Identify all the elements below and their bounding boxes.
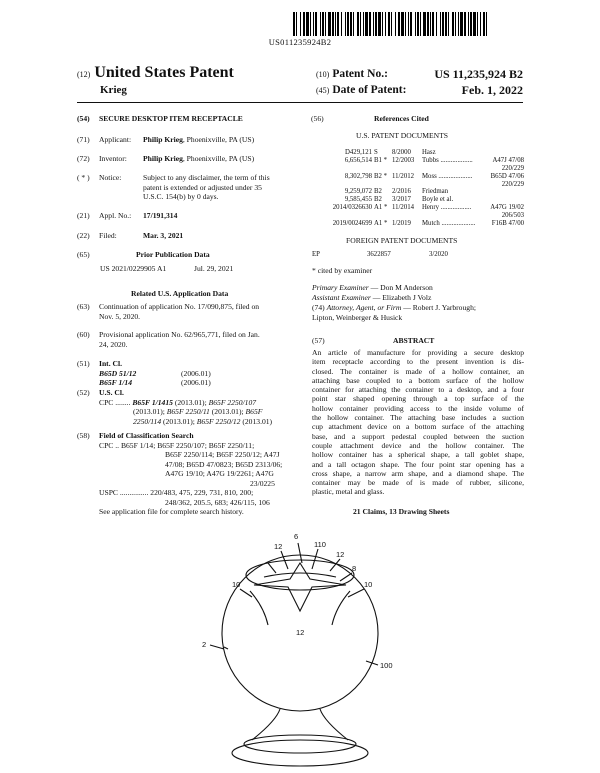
reference-num: D429,121 <box>345 149 372 156</box>
fcs-line: 23/0225 <box>250 478 275 488</box>
reference-num: 2014/0326630 <box>332 204 372 212</box>
reference-date: 1/2019 <box>392 220 411 228</box>
leader-line <box>210 645 224 649</box>
attorney-field <box>312 303 476 312</box>
cited-note: * cited by examiner <box>312 266 373 275</box>
abstract-line: point star shaped opening through a top surface of the <box>312 394 524 404</box>
refs-code: (56) <box>311 114 324 123</box>
notice-line: patent is extended or adjusted under 35 <box>143 182 262 192</box>
abstract-line: couple attachment device and the hollow container. The <box>312 440 524 450</box>
cpc-line <box>99 398 256 407</box>
applicant-label: Applicant: <box>99 135 132 144</box>
int-cl-field <box>77 359 122 368</box>
attorney-line: Lipton, Weinberger & Husick <box>312 312 403 322</box>
reference-cls: F16B 47/00 <box>491 220 524 228</box>
reference-row <box>312 157 524 165</box>
date-label-group <box>316 84 406 96</box>
abstract-line: hollow container providing access to the inside volume of <box>312 403 524 413</box>
applicant-field <box>77 135 254 144</box>
barcode-bar <box>486 12 487 36</box>
date-label: Date of Patent: <box>332 84 407 96</box>
ref-label-12: 12 <box>296 628 305 637</box>
reference-row <box>312 196 524 204</box>
uspc-line: USPC ............... 220/483, 475, 229, 731, 810, 200; <box>99 488 254 497</box>
reference-kind: B2 <box>374 188 382 196</box>
foreign-number: 3622857 <box>367 251 391 258</box>
primary-examiner-label: Primary Examiner <box>312 283 369 292</box>
int-cl-1: B65D 51/12 <box>99 368 137 378</box>
ref-label-2: 2 <box>202 640 207 649</box>
abstract-line: container may be made of is made of rubber, silicone, <box>312 478 524 488</box>
abstract-title: ABSTRACT <box>393 336 435 345</box>
reference-name: Moss .................... <box>422 172 473 180</box>
country-title: United States Patent <box>94 64 234 81</box>
right-slot <box>332 591 350 625</box>
int-cl-label: Int. Cl. <box>99 359 122 368</box>
reference-cls: B65D 47/06 <box>490 172 524 180</box>
continuation-code: (63) <box>77 302 90 311</box>
cpc-year: (2013.01); <box>172 397 209 407</box>
abstract-line: the hollow container. The attaching base includes a suction <box>312 413 524 423</box>
prior-pub-date: Jul. 29, 2021 <box>194 264 234 273</box>
reference-cls: A47J 47/08 <box>492 156 524 164</box>
reference-kind: B1 * <box>374 156 388 164</box>
abstract-line: closed. The container is made of a hollow container, an <box>312 366 524 376</box>
reference-name: Tubbs ................... <box>422 156 473 164</box>
field-search-label: Field of Classification Search <box>99 431 194 440</box>
attorney-name: — Robert J. Yarbrough; <box>401 303 476 312</box>
ref-label-12: 12 <box>274 542 283 551</box>
cpc-prefix: CPC ........ <box>99 397 131 407</box>
fcs-line: A47G 19/10; A47G 19/2261; A47G <box>165 469 274 478</box>
title-code: (54) <box>77 114 90 123</box>
reference-cls: 220/229 <box>501 180 524 188</box>
inventor-surname: Krieg <box>100 84 127 96</box>
ref-label-10: 10 <box>364 580 373 589</box>
abstract-line: plastic, metal and glass. <box>312 487 385 497</box>
provisional-line: 24, 2020. <box>99 339 128 349</box>
patent-no-label-group <box>316 68 388 80</box>
reference-num: 6,656,514 <box>344 156 372 164</box>
int-cl-code: (51) <box>77 359 90 368</box>
cpc-code: B65F 2250/12 <box>196 416 241 426</box>
invention-title: SECURE DESKTOP ITEM RECEPTACLE <box>99 114 243 123</box>
reference-row <box>312 212 524 220</box>
leader-line <box>312 549 318 569</box>
cpc-year: (2013.01); <box>209 407 246 416</box>
foreign-country: EP <box>312 251 320 258</box>
cpc-year: (2013.01); <box>161 416 197 426</box>
leader-line <box>340 573 352 581</box>
us-cl-label: U.S. Cl. <box>99 388 124 397</box>
reference-num: 9,259,072 <box>344 188 372 196</box>
reference-num: 2019/0024699 <box>332 220 372 228</box>
reference-kind: A1 * <box>374 220 388 228</box>
assistant-examiner-label: Assistant Examiner <box>312 293 371 302</box>
reference-date: 8/2000 <box>392 149 411 156</box>
cpc-line <box>133 417 272 426</box>
patent-date: Feb. 1, 2022 <box>461 83 523 97</box>
cpc-code: B65F 1/1415 <box>132 397 173 407</box>
inventor-label: Inventor: <box>99 154 127 163</box>
filed-date: Mar. 3, 2021 <box>143 231 184 240</box>
reference-row <box>312 149 524 157</box>
reference-date: 3/2017 <box>392 196 411 204</box>
applicant-location: , Phoenixville, PA (US) <box>182 135 255 144</box>
patent-no-label: Patent No.: <box>332 68 388 80</box>
assistant-examiner <box>312 293 431 302</box>
abstract-code: (57) <box>312 336 325 345</box>
ref-label-10: 10 <box>232 580 241 589</box>
reference-num: 9,585,455 <box>344 196 372 204</box>
leader-line <box>268 563 276 573</box>
reference-name: Mutch .................... <box>422 220 476 228</box>
abstract-line: cup attachment device on a bottom surface of the attaching <box>312 422 524 432</box>
left-slot <box>250 591 268 625</box>
notice-code: ( * ) <box>77 173 90 182</box>
reference-name: Henry .................. <box>422 204 472 212</box>
inventor-field <box>77 154 254 163</box>
appl-no-field <box>77 211 177 220</box>
reference-kind: S <box>374 149 378 156</box>
field-search-field <box>77 431 194 440</box>
prior-pub-code: (65) <box>77 250 90 259</box>
cpc-code: B65F <box>245 407 263 416</box>
reference-date: 12/2003 <box>392 156 415 164</box>
reference-kind: B2 <box>374 196 382 204</box>
fcs-line: CPC .. B65F 1/14; B65F 2250/107; B65F 2250/11; <box>99 440 255 450</box>
related-title: Related U.S. Application Data <box>131 289 229 298</box>
appl-label: Appl. No.: <box>99 211 132 220</box>
cpc-code: 2250/114 <box>133 416 162 426</box>
us-cl-field <box>77 388 124 397</box>
filed-code: (22) <box>77 231 90 240</box>
reference-name: Boyle et al. <box>422 196 454 204</box>
us-docs-title: U.S. PATENT DOCUMENTS <box>356 131 448 140</box>
uspc-line: 248/362, 205.5, 683; 426/115, 106 <box>165 497 270 507</box>
filed-label: Filed: <box>99 231 117 240</box>
ref-label-100: 100 <box>380 661 393 670</box>
filed-field <box>77 231 183 240</box>
reference-cls: 206/503 <box>501 212 524 220</box>
abstract-body <box>312 348 524 497</box>
reference-name: Friedman <box>422 188 449 196</box>
patent-type-header <box>77 64 234 82</box>
inventor-code: (72) <box>77 154 90 163</box>
fcs-line: B65F 2250/114; B65F 2250/12; A47J <box>165 450 280 459</box>
appl-number: 17/191,314 <box>143 211 178 220</box>
reference-name: Hasz <box>422 149 436 156</box>
leader-line <box>348 589 364 597</box>
foreign-docs-title: FOREIGN PATENT DOCUMENTS <box>346 236 458 245</box>
header-divider <box>77 102 523 103</box>
barcode-label: US011235924B2 <box>268 37 332 47</box>
ref-label-12: 12 <box>336 550 345 559</box>
provisional-field <box>77 330 260 339</box>
patent-number: US 11,235,924 B2 <box>434 67 523 81</box>
cpc-year: (2013.01) <box>240 416 273 426</box>
notice-line: U.S.C. 154(b) by 0 days. <box>143 192 219 201</box>
search-history-note: See application file for complete search history. <box>99 507 244 516</box>
attorney-label: Attorney, Agent, or Firm <box>326 303 402 312</box>
country-code: (12) <box>77 70 91 79</box>
reference-row <box>312 165 524 173</box>
continuation-line: Continuation of application No. 17/090,875, filed on <box>99 302 260 311</box>
reference-cls: 220/229 <box>501 164 524 172</box>
opening-detail <box>264 573 336 577</box>
abstract-line: An article of manufacture for providing a secure desktop <box>312 348 524 357</box>
reference-date: 2/2016 <box>392 188 411 196</box>
reference-row <box>312 188 524 196</box>
provisional-code: (60) <box>77 330 90 339</box>
patent-drawing <box>180 525 420 773</box>
applicant-code: (71) <box>77 135 90 144</box>
refs-title: References Cited <box>374 114 429 123</box>
provisional-line: Provisional application No. 62/965,771, filed on Jan. <box>99 330 260 339</box>
reference-row <box>312 173 524 181</box>
barcode <box>293 12 487 36</box>
reference-num: 8,302,798 <box>344 172 372 180</box>
int-cl-2-year: (2006.01) <box>181 378 211 387</box>
cpc-code: B65F 2250/11 <box>166 407 210 416</box>
ref-label-8: 8 <box>352 564 357 573</box>
primary-examiner-name: — Don M Anderson <box>368 283 433 292</box>
notice-line: Subject to any disclaimer, the term of this <box>143 173 270 182</box>
reference-row <box>312 204 524 212</box>
applicant-name: Philip Krieg <box>143 135 183 144</box>
reference-row <box>312 181 524 189</box>
claims-line: 21 Claims, 13 Drawing Sheets <box>353 507 450 516</box>
leader-line <box>240 589 252 597</box>
abstract-line: item receptacle according to the present invention is dis- <box>312 357 524 367</box>
continuation-field <box>77 302 259 311</box>
prior-pub-number: US 2021/0229905 A1 <box>100 264 167 273</box>
attorney-code: (74) <box>312 303 325 312</box>
inventor-name: Philip Krieg <box>143 154 183 163</box>
patent-no-code: (10) <box>316 70 330 79</box>
int-cl-2: B65F 1/14 <box>99 378 132 387</box>
appl-code: (21) <box>77 211 90 220</box>
reference-kind: B2 * <box>374 172 388 180</box>
base-top-ellipse <box>244 735 356 753</box>
reference-date: 11/2012 <box>392 172 415 180</box>
field-search-code: (58) <box>77 431 90 440</box>
abstract-line: attaching base coupled to a bottom surface of the hollow <box>312 375 524 385</box>
leader-line <box>224 647 228 649</box>
reference-cls: A47G 19/02 <box>490 204 524 212</box>
assistant-examiner-name: — Elizabeth J Volz <box>370 293 432 302</box>
notice-field <box>77 173 270 182</box>
us-references-table <box>312 149 524 228</box>
ref-label-110: 110 <box>314 540 326 549</box>
cpc-code: B65F 2250/107 <box>208 397 257 407</box>
reference-date: 11/2014 <box>392 204 415 212</box>
foreign-date: 3/2020 <box>429 251 448 258</box>
inventor-location: , Phoenixville, PA (US) <box>182 154 255 163</box>
reference-row <box>312 220 524 228</box>
abstract-line: cross shape, a narrow arm shape, and a diamond shape. The <box>312 468 524 478</box>
date-code: (45) <box>316 86 330 95</box>
primary-examiner <box>312 283 433 292</box>
abstract-line: container for attaching the container to a desktop, and a four <box>312 385 524 395</box>
notice-label: Notice: <box>99 173 122 182</box>
continuation-line: Nov. 5, 2020. <box>99 311 141 321</box>
ref-label-6: 6 <box>294 532 299 541</box>
abstract-line: base, and a support pedestal coupled between the suction <box>312 431 524 441</box>
cpc-year: (2013.01); <box>133 407 167 416</box>
prior-pub-title: Prior Publication Data <box>136 250 210 259</box>
cpc-line <box>133 407 262 416</box>
int-cl-1-year: (2006.01) <box>181 368 211 378</box>
abstract-line: hollow container has a spherical shape, a tall goblet shape, <box>312 450 524 460</box>
us-cl-code: (52) <box>77 388 90 397</box>
abstract-line: and a tall octagon shape. The four point star opening has a <box>312 459 524 469</box>
reference-kind: A1 * <box>374 204 388 212</box>
title-field <box>77 114 243 123</box>
fcs-line: 47/08; B65D 47/0823; B65D 2313/06; <box>165 459 283 469</box>
